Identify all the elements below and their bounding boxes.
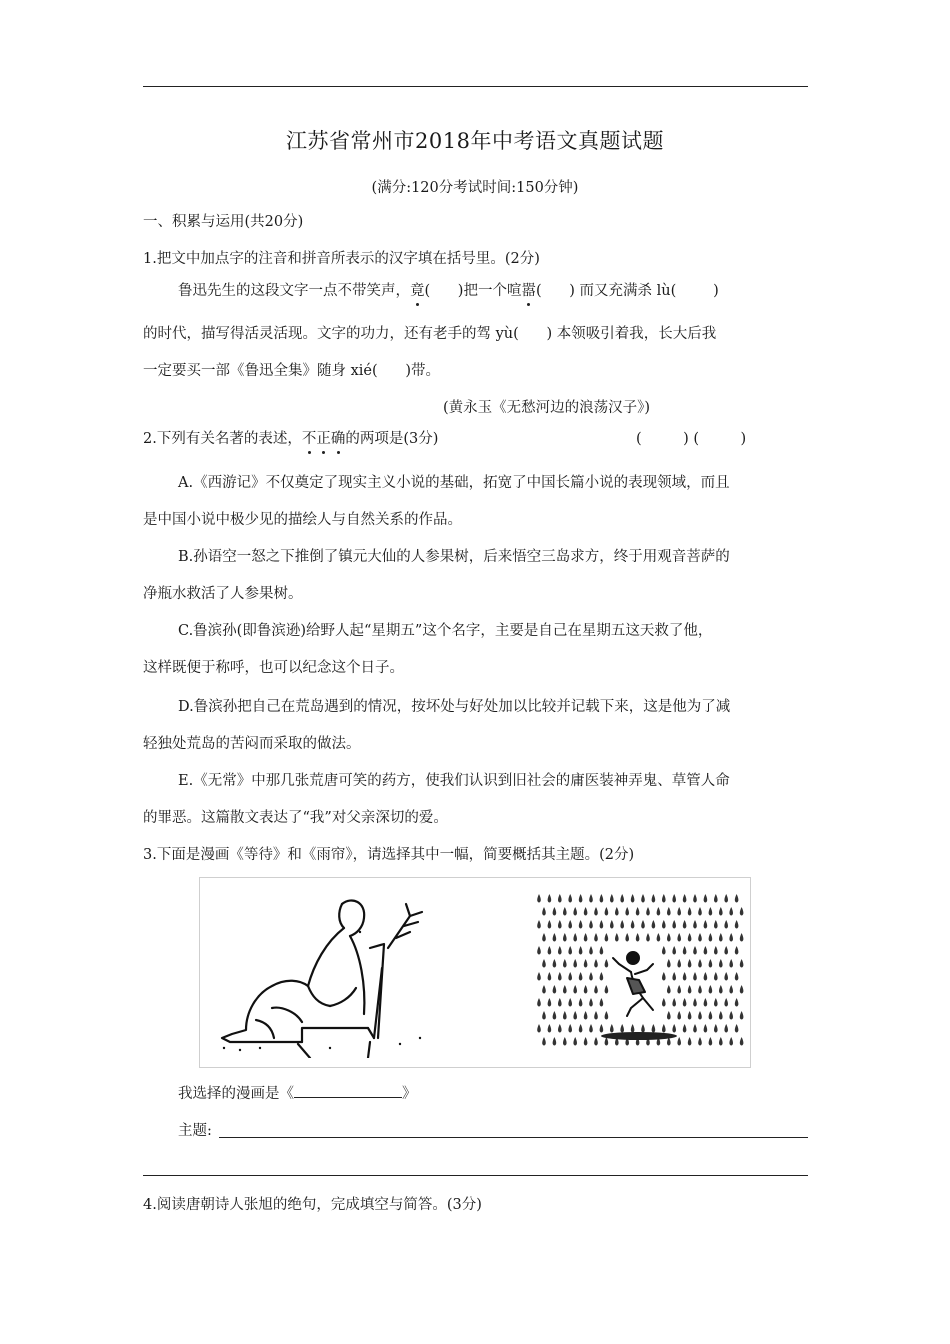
rain-drop xyxy=(740,933,744,942)
rain-drop xyxy=(594,1011,598,1020)
choice-label-end: 》 xyxy=(402,1086,417,1102)
rain-drop xyxy=(553,959,557,968)
rain-drop xyxy=(589,920,593,929)
rain-drop xyxy=(548,920,552,929)
rain-drop xyxy=(573,985,577,994)
rain-drop xyxy=(620,920,624,929)
rain-drop xyxy=(589,894,593,903)
rain-drop xyxy=(573,933,577,942)
rain-drop xyxy=(683,972,687,981)
rain-drop xyxy=(729,907,733,916)
rain-drop xyxy=(735,946,739,955)
rain-drop xyxy=(672,998,676,1007)
rain-drop xyxy=(610,1024,614,1033)
rain-drop xyxy=(584,959,588,968)
q2-option-e-line-1: E.《无常》中那几张荒唐可笑的药方，使我们认识到旧社会的庸医装神弄鬼、草管人命 xyxy=(178,773,730,789)
q2-text-a: 2.下列有关名著的表述， xyxy=(143,431,302,447)
q2-option-d-line-2: 轻独处荒岛的苦闷而采取的做法。 xyxy=(143,736,361,752)
rain-drop xyxy=(579,946,583,955)
rain-drop xyxy=(563,907,567,916)
rain-drop xyxy=(714,920,718,929)
rain-drop xyxy=(662,894,666,903)
rain-drop xyxy=(542,1037,546,1046)
rain-drop xyxy=(579,972,583,981)
q1-text-c: ( ) 而又充满杀 lù( ) xyxy=(535,283,719,299)
rain-drop xyxy=(584,1011,588,1020)
q1-text-b: ( )把一个喧 xyxy=(424,283,522,299)
page-title: 江苏省常州市2018年中考语文真题试题 xyxy=(286,129,664,153)
rain-drop xyxy=(558,946,562,955)
rain-drop xyxy=(579,920,583,929)
dotted-char: 确 xyxy=(330,431,346,447)
rain-drop xyxy=(548,972,552,981)
rain-drop xyxy=(693,920,697,929)
rain-drop xyxy=(683,1024,687,1033)
rain-drop xyxy=(548,998,552,1007)
dotted-char: 嚣 xyxy=(521,283,536,299)
rain-drop xyxy=(594,933,598,942)
rain-drop xyxy=(677,1037,681,1046)
rain-drop xyxy=(553,933,557,942)
rain-drop xyxy=(594,959,598,968)
rain-drop xyxy=(589,946,593,955)
rain-drop xyxy=(589,1024,593,1033)
cartoon-figure xyxy=(199,877,751,1068)
rain-drop xyxy=(594,907,598,916)
rain-drop xyxy=(584,1037,588,1046)
rain-drop xyxy=(719,1037,723,1046)
rain-drop xyxy=(568,946,572,955)
dotted-char: 竟 xyxy=(410,283,425,299)
rain-drop xyxy=(636,933,640,942)
rain-drop xyxy=(600,946,604,955)
rain-drop xyxy=(698,959,702,968)
rain-drop xyxy=(724,894,728,903)
rain-drop xyxy=(677,933,681,942)
q1-stem: 1.把文中加点字的注音和拼音所表示的汉字填在括号里。(2分) xyxy=(143,251,540,267)
rain-drop xyxy=(573,1011,577,1020)
rain-drop xyxy=(667,1011,671,1020)
rain-drop xyxy=(542,907,546,916)
rain-drop xyxy=(641,1024,645,1033)
rain-drop xyxy=(677,959,681,968)
q3-choice-line xyxy=(178,1083,417,1104)
rain-drop xyxy=(589,998,593,1007)
rain-drop xyxy=(610,920,614,929)
rain-drop xyxy=(704,894,708,903)
rain-drop xyxy=(563,1037,567,1046)
rain-drop xyxy=(688,959,692,968)
rain-drop xyxy=(610,894,614,903)
rain-drop xyxy=(724,1024,728,1033)
rain-drop xyxy=(709,907,713,916)
rain-drop xyxy=(672,1024,676,1033)
rain-drop xyxy=(714,998,718,1007)
rain-drop xyxy=(677,985,681,994)
rain-drop xyxy=(558,1024,562,1033)
rain-drop xyxy=(584,933,588,942)
rain-drop xyxy=(558,972,562,981)
rain-drop xyxy=(729,933,733,942)
rain-drop xyxy=(704,1024,708,1033)
dotted-char: 不 xyxy=(301,431,317,447)
rain-drop xyxy=(573,1037,577,1046)
rain-drop xyxy=(724,920,728,929)
rain-drop xyxy=(537,920,541,929)
rain-drop xyxy=(729,1011,733,1020)
rain-drop xyxy=(724,972,728,981)
rain-drop xyxy=(605,959,609,968)
rain-drop xyxy=(724,946,728,955)
rain-drop xyxy=(719,985,723,994)
rain-drop xyxy=(704,998,708,1007)
rain-drop xyxy=(537,972,541,981)
rain-drop xyxy=(615,933,619,942)
rain-drop xyxy=(688,985,692,994)
rain-drop xyxy=(568,894,572,903)
cartoon-waiting xyxy=(210,888,450,1058)
rain-drop xyxy=(683,998,687,1007)
rain-drop xyxy=(641,894,645,903)
rain-drop xyxy=(740,985,744,994)
rain-drop xyxy=(735,894,739,903)
rain-drop xyxy=(719,1011,723,1020)
rain-drop xyxy=(719,933,723,942)
rain-drop xyxy=(704,946,708,955)
rain-drop xyxy=(683,894,687,903)
rain-drop xyxy=(698,1011,702,1020)
exam-info: (满分:120分考试时间:150分钟) xyxy=(371,180,579,196)
rain-drop xyxy=(568,920,572,929)
rain-drop xyxy=(693,998,697,1007)
rain-drop xyxy=(693,1024,697,1033)
rain-drop xyxy=(553,985,557,994)
q2-option-c-line-2: 这样既便于称呼，也可以纪念这个日子。 xyxy=(143,660,404,676)
rain-drop xyxy=(735,998,739,1007)
rain-drop xyxy=(704,972,708,981)
dotted-char: 正 xyxy=(316,431,331,447)
q1-passage-line-3: 一定要买一部《鲁迅全集》随身 xié( )带。 xyxy=(143,363,440,379)
section-heading: 一、积累与运用(共20分) xyxy=(143,214,304,230)
rain-drop xyxy=(667,959,671,968)
rain-drop xyxy=(594,1037,598,1046)
rain-drop xyxy=(698,907,702,916)
rain-drop xyxy=(553,1011,557,1020)
rain-drop xyxy=(677,1011,681,1020)
rain-drop xyxy=(698,933,702,942)
rain-drop xyxy=(568,998,572,1007)
rain-drop xyxy=(568,1024,572,1033)
rain-drop xyxy=(652,1024,656,1033)
rain-drop xyxy=(662,972,666,981)
rain-drop xyxy=(698,1037,702,1046)
rain-drop xyxy=(719,959,723,968)
rain-drop xyxy=(537,894,541,903)
rain-drop xyxy=(683,946,687,955)
rain-drop xyxy=(657,933,661,942)
rain-drop xyxy=(719,907,723,916)
rain-drop xyxy=(573,959,577,968)
rain-drop xyxy=(646,907,650,916)
rain-drop xyxy=(563,933,567,942)
rain-drop xyxy=(709,933,713,942)
rain-drop xyxy=(537,946,541,955)
rain-drop xyxy=(600,920,604,929)
rain-drop xyxy=(709,959,713,968)
rain-drop xyxy=(631,1024,635,1033)
rain-drop xyxy=(542,1011,546,1020)
q1-source: (黄永玉《无愁河边的浪荡汉子》) xyxy=(443,400,651,416)
rain-drop xyxy=(584,907,588,916)
rain-drop xyxy=(625,907,629,916)
rain-drop xyxy=(662,998,666,1007)
rain-drop xyxy=(672,946,676,955)
rain-drop xyxy=(579,894,583,903)
rain-drop xyxy=(620,894,624,903)
cartoon-choice-blank[interactable] xyxy=(294,1083,402,1098)
rain-drop xyxy=(553,907,557,916)
q4-stem: 4.阅读唐朝诗人张旭的绝句，完成填空与简答。(3分) xyxy=(143,1197,482,1213)
rain-drop xyxy=(563,959,567,968)
rain-drop xyxy=(667,933,671,942)
rain-drop xyxy=(605,1011,609,1020)
rain-drop xyxy=(657,907,661,916)
theme-answer-blank[interactable] xyxy=(219,1137,808,1138)
rain-drop xyxy=(714,1024,718,1033)
rain-drop xyxy=(548,946,552,955)
rain-drop xyxy=(553,1037,557,1046)
rain-drop xyxy=(709,1037,713,1046)
rain-drop xyxy=(724,998,728,1007)
q2-answer-blanks: ( ) ( ) xyxy=(636,431,747,447)
rain-drop xyxy=(688,1037,692,1046)
rain-drop xyxy=(709,985,713,994)
rain-drop xyxy=(729,959,733,968)
rain-drop xyxy=(667,985,671,994)
q2-option-b-line-1: B.孙语空一怒之下推倒了镇元大仙的人参果树，后来悟空三岛求方，终于用观音菩萨的 xyxy=(178,549,730,565)
rain-drop xyxy=(672,972,676,981)
rain-drop xyxy=(573,907,577,916)
rain-drop xyxy=(662,946,666,955)
rain-drop xyxy=(693,972,697,981)
rain-drop xyxy=(542,959,546,968)
rain-drop xyxy=(704,920,708,929)
rain-drop xyxy=(688,933,692,942)
rain-drop xyxy=(563,985,567,994)
rain-drop xyxy=(636,907,640,916)
rain-drop xyxy=(662,1024,666,1033)
q1-passage-line-2: 的时代，描写得活灵活现。文字的功力，还有老手的驾 yù( ) 本领吸引着我，长大后我 xyxy=(143,326,717,342)
rain-drop xyxy=(548,1024,552,1033)
rain-drop xyxy=(558,894,562,903)
q2-option-b-line-2: 净瓶水救活了人参果树。 xyxy=(143,586,303,602)
q3-theme-label: 主题: xyxy=(178,1123,212,1139)
rain-drop xyxy=(688,1011,692,1020)
rain-drop xyxy=(584,985,588,994)
rain-drop xyxy=(542,985,546,994)
q2-option-a-line-1: A.《西游记》不仅奠定了现实主义小说的基础，拓宽了中国长篇小说的表现领域，而且 xyxy=(178,475,730,491)
rain-drop xyxy=(605,985,609,994)
rain-drop xyxy=(568,972,572,981)
rain-drop xyxy=(672,920,676,929)
q3-stem: 3.下面是漫画《等待》和《雨帘》，请选择其中一幅，简要概括其主题。(2分) xyxy=(143,847,635,863)
rain-drop xyxy=(600,998,604,1007)
rain-drop xyxy=(641,920,645,929)
rain-drop xyxy=(542,933,546,942)
rain-drop xyxy=(600,1024,604,1033)
rain-drop xyxy=(740,1011,744,1020)
q2-text-b: 的两项是(3分) xyxy=(345,431,439,447)
rain-drop xyxy=(740,907,744,916)
rain-drop xyxy=(714,972,718,981)
rain-drop xyxy=(620,1024,624,1033)
rain-drop xyxy=(740,959,744,968)
rain-drop xyxy=(589,972,593,981)
rain-drop xyxy=(615,907,619,916)
rain-drop xyxy=(594,985,598,994)
rain-drop xyxy=(605,907,609,916)
q1-passage-line-1 xyxy=(178,281,719,301)
q1-text-a: 鲁迅先生的这段文字一点不带笑声， xyxy=(178,283,410,299)
rain-drop xyxy=(735,920,739,929)
rain-drop xyxy=(714,946,718,955)
rain-drop xyxy=(537,1024,541,1033)
rain-drop xyxy=(683,920,687,929)
rain-drop xyxy=(677,907,681,916)
q2-stem xyxy=(143,429,438,449)
rain-drop xyxy=(698,985,702,994)
q2-option-a-line-2: 是中国小说中极少见的描绘人与自然关系的作品。 xyxy=(143,512,462,528)
rain-drop xyxy=(600,894,604,903)
rain-drop xyxy=(537,998,541,1007)
rain-drop xyxy=(740,1037,744,1046)
rain-drop xyxy=(693,946,697,955)
rain-drop xyxy=(729,985,733,994)
rain-drop xyxy=(605,933,609,942)
rain-drop xyxy=(548,894,552,903)
section-divider xyxy=(143,1175,808,1176)
rain-drop xyxy=(688,907,692,916)
rain-drop xyxy=(646,933,650,942)
rain-drop xyxy=(558,920,562,929)
rain-drop xyxy=(735,1024,739,1033)
q2-option-d-line-1: D.鲁滨孙把自己在荒岛遇到的情况，按坏处与好处加以比较并记载下来，这是他为了减 xyxy=(178,699,731,715)
rain-drop xyxy=(579,998,583,1007)
rain-drop xyxy=(714,894,718,903)
rain-drop xyxy=(579,1024,583,1033)
rain-drop xyxy=(672,894,676,903)
rain-drop xyxy=(667,907,671,916)
q2-option-c-line-1: C.鲁滨孙(即鲁滨逊)给野人起“星期五”这个名字，主要是自己在星期五这天救了他， xyxy=(178,623,713,639)
rain-drop xyxy=(729,1037,733,1046)
rain-drop xyxy=(709,1011,713,1020)
rain-drop xyxy=(631,894,635,903)
q2-option-e-line-2: 的罪恶。这篇散文表达了“我”对父亲深切的爱。 xyxy=(143,810,448,826)
choice-label: 我选择的漫画是《 xyxy=(178,1086,294,1102)
top-rule xyxy=(143,86,808,87)
cartoon-rain-curtain xyxy=(535,888,745,1058)
rain-drop xyxy=(652,920,656,929)
rain-drop xyxy=(563,1011,567,1020)
rain-drop xyxy=(693,894,697,903)
rain-drop xyxy=(652,894,656,903)
rain-drop xyxy=(631,920,635,929)
rain-drop xyxy=(558,998,562,1007)
rain-drop xyxy=(600,972,604,981)
rain-drop xyxy=(662,920,666,929)
rain-drop xyxy=(735,972,739,981)
rain-drop xyxy=(605,1037,609,1046)
rain-drop xyxy=(625,933,629,942)
